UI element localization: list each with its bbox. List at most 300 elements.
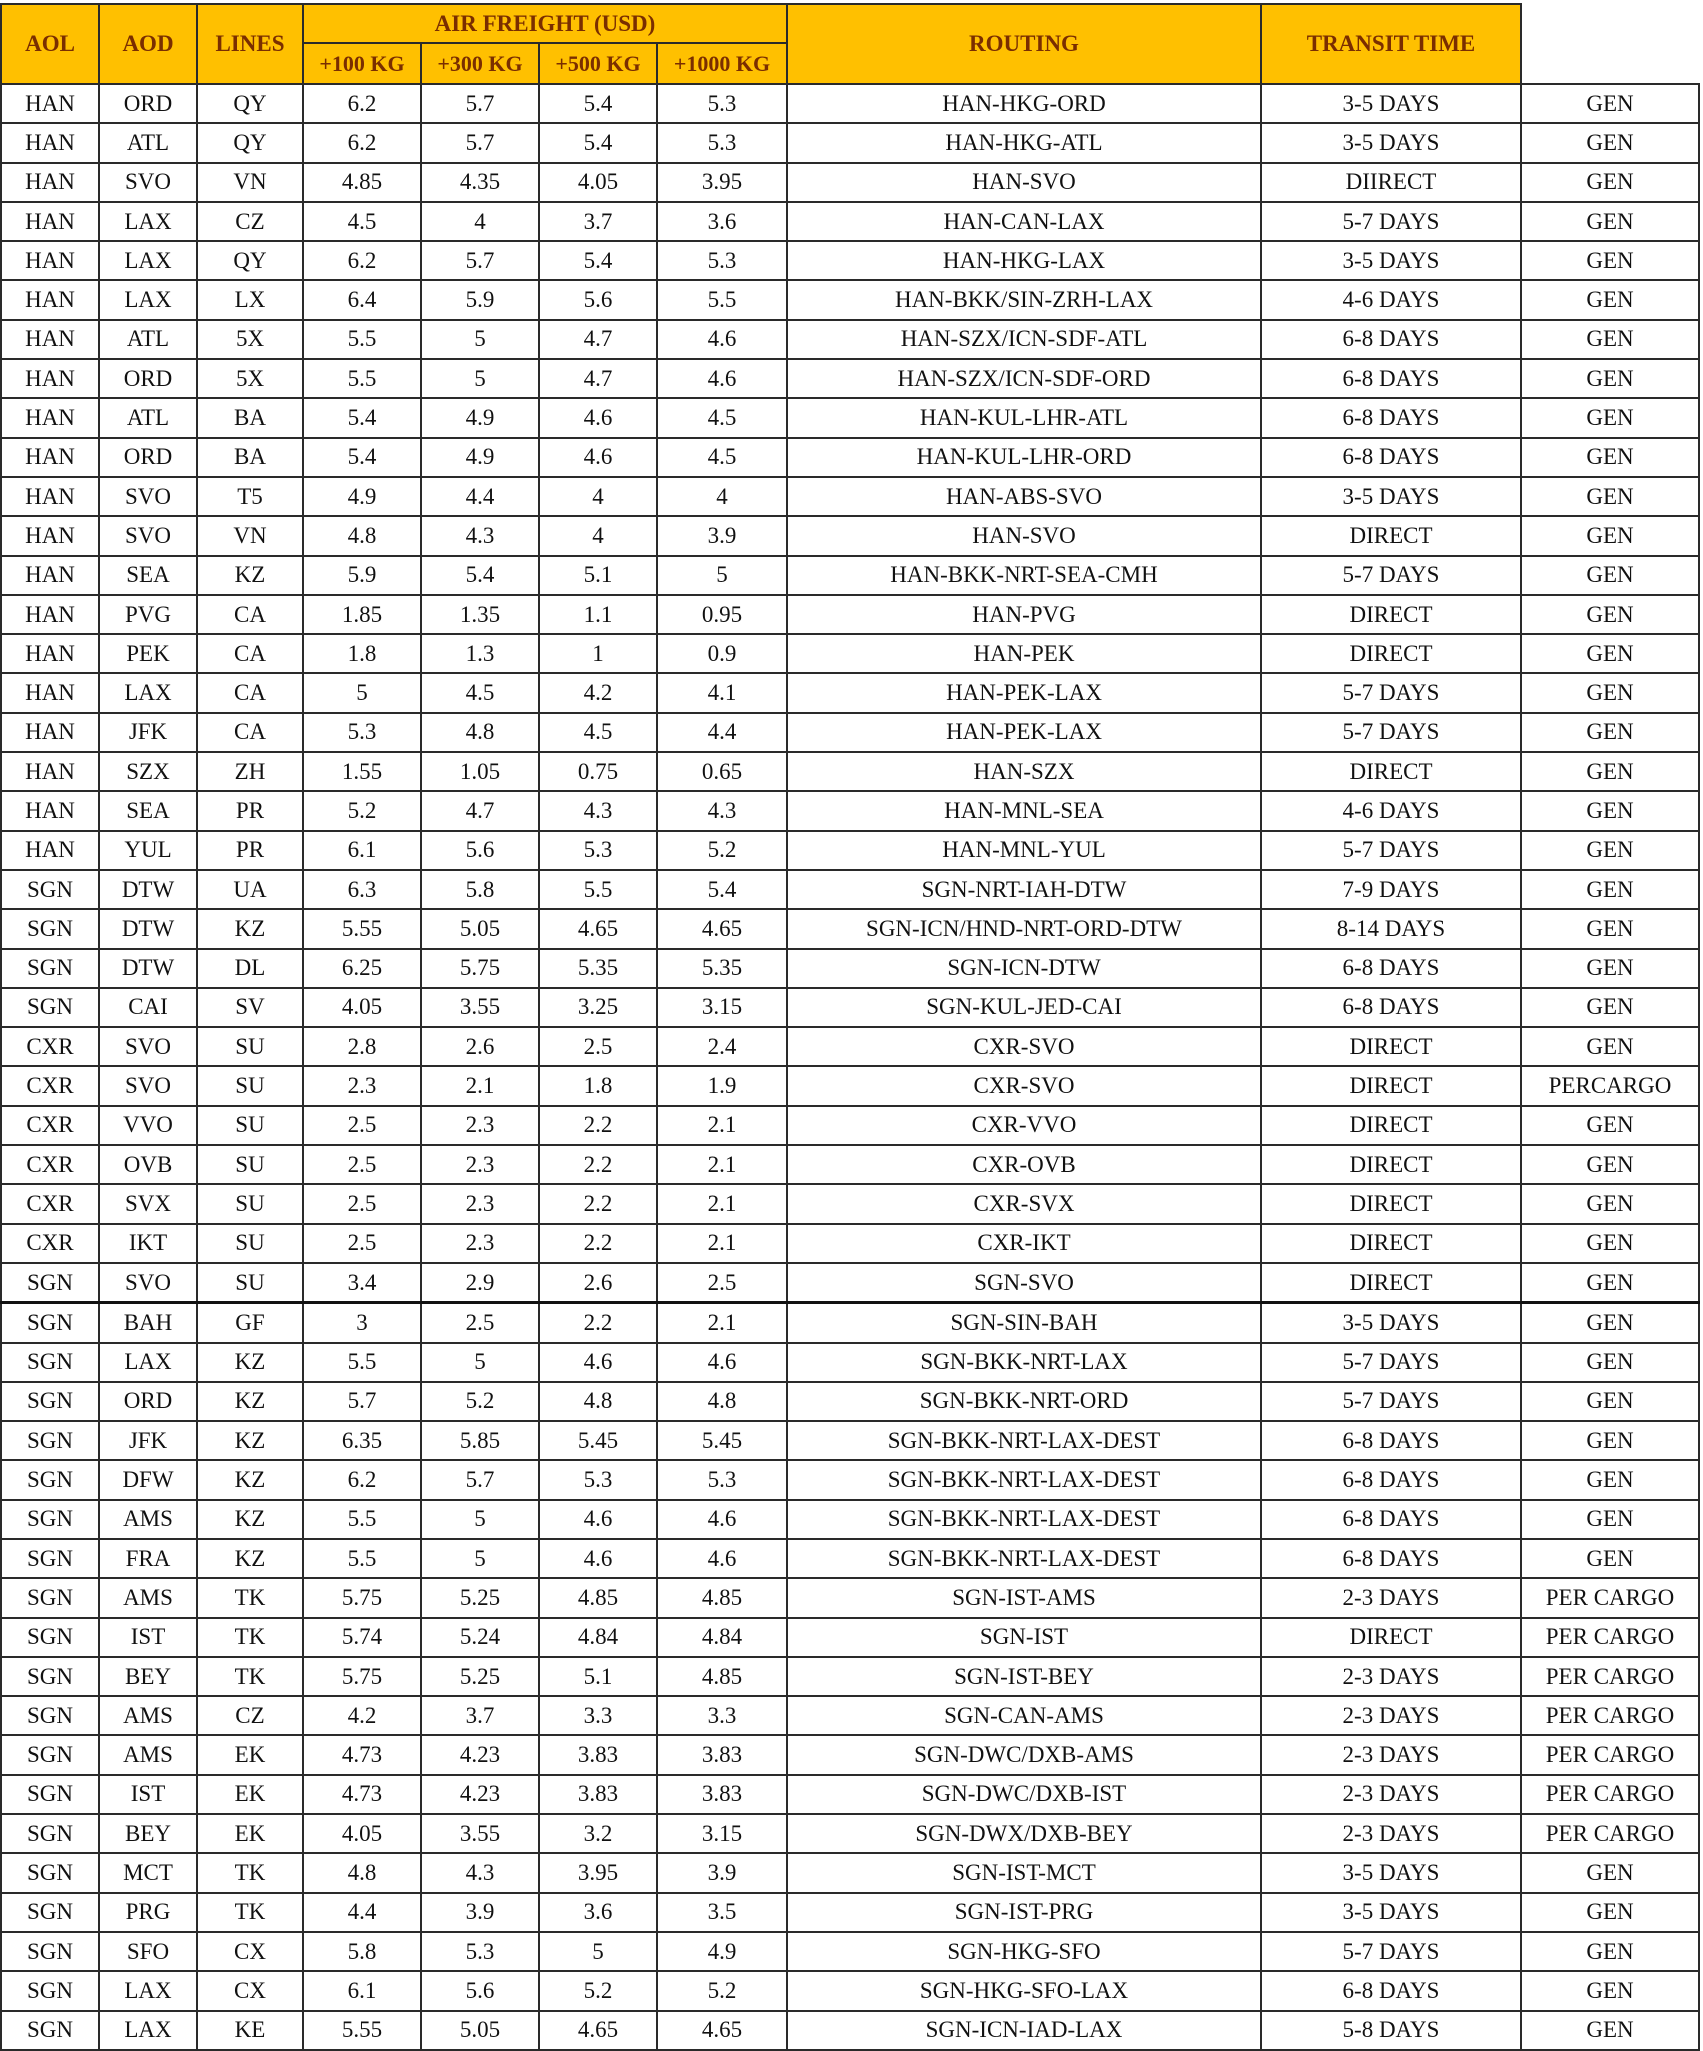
cell-cargo-type: GEN	[1521, 1971, 1699, 2010]
cell-rate-500: 4.6	[539, 1343, 657, 1382]
cell-rate-300: 5.7	[421, 241, 539, 280]
cell-routing: SGN-KUL-JED-CAI	[787, 988, 1261, 1027]
cell-rate-1000: 5.45	[657, 1421, 787, 1460]
cell-aol: HAN	[1, 320, 99, 359]
cell-rate-1000: 3.15	[657, 988, 787, 1027]
cell-rate-500: 2.5	[539, 1027, 657, 1066]
cell-transit-time: 6-8 DAYS	[1261, 988, 1521, 1027]
cell-aod: SVO	[99, 1027, 197, 1066]
cell-rate-1000: 2.5	[657, 1263, 787, 1303]
cell-cargo-type: GEN	[1521, 949, 1699, 988]
cell-rate-1000: 4.9	[657, 1932, 787, 1971]
cell-rate-500: 5.3	[539, 831, 657, 870]
header-blank	[1521, 4, 1699, 84]
cell-routing: SGN-ICN-IAD-LAX	[787, 2011, 1261, 2050]
cell-routing: CXR-SVX	[787, 1184, 1261, 1223]
header-aol: AOL	[1, 4, 99, 84]
table-row	[1, 949, 1699, 988]
cell-aol: SGN	[1, 1303, 99, 1343]
cell-aol: SGN	[1, 1775, 99, 1814]
cell-line: EK	[197, 1775, 303, 1814]
cell-rate-100: 2.5	[303, 1224, 421, 1263]
cell-rate-100: 4.73	[303, 1735, 421, 1774]
table-row	[1, 791, 1699, 830]
cell-aod: AMS	[99, 1735, 197, 1774]
cell-transit-time: 6-8 DAYS	[1261, 320, 1521, 359]
table-row	[1, 1539, 1699, 1578]
cell-rate-1000: 5.3	[657, 1460, 787, 1499]
cell-routing: SGN-BKK-NRT-ORD	[787, 1382, 1261, 1421]
cell-aol: HAN	[1, 831, 99, 870]
cell-aod: IST	[99, 1618, 197, 1657]
cell-rate-300: 5	[421, 1539, 539, 1578]
cell-aod: JFK	[99, 713, 197, 752]
cell-rate-500: 4.6	[539, 1500, 657, 1539]
cell-aod: SVO	[99, 1263, 197, 1303]
cell-rate-300: 5.24	[421, 1618, 539, 1657]
cell-rate-500: 4.5	[539, 713, 657, 752]
cell-rate-500: 4.7	[539, 320, 657, 359]
cell-aol: SGN	[1, 1460, 99, 1499]
cell-routing: HAN-MNL-YUL	[787, 831, 1261, 870]
cell-routing: HAN-PVG	[787, 595, 1261, 634]
cell-line: QY	[197, 84, 303, 123]
cell-rate-300: 4.23	[421, 1735, 539, 1774]
cell-transit-time: DIRECT	[1261, 1106, 1521, 1145]
cell-cargo-type: GEN	[1521, 1893, 1699, 1932]
cell-rate-300: 5.2	[421, 1382, 539, 1421]
cell-rate-100: 4.2	[303, 1696, 421, 1735]
cell-aod: ORD	[99, 359, 197, 398]
cell-transit-time: 3-5 DAYS	[1261, 1893, 1521, 1932]
cell-routing: HAN-SVO	[787, 516, 1261, 555]
cell-aod: SVO	[99, 1066, 197, 1105]
cell-aod: AMS	[99, 1578, 197, 1617]
cell-rate-300: 3.9	[421, 1893, 539, 1932]
cell-transit-time: 6-8 DAYS	[1261, 359, 1521, 398]
cell-rate-1000: 2.1	[657, 1145, 787, 1184]
cell-rate-1000: 4.85	[657, 1578, 787, 1617]
table-row	[1, 1343, 1699, 1382]
cell-rate-300: 4.3	[421, 516, 539, 555]
cell-rate-1000: 5.3	[657, 123, 787, 162]
cell-rate-100: 6.35	[303, 1421, 421, 1460]
cell-routing: HAN-HKG-ORD	[787, 84, 1261, 123]
cell-rate-1000: 5	[657, 556, 787, 595]
cell-cargo-type: PER CARGO	[1521, 1696, 1699, 1735]
cell-rate-300: 2.3	[421, 1184, 539, 1223]
cell-cargo-type: GEN	[1521, 1853, 1699, 1892]
cell-transit-time: 6-8 DAYS	[1261, 949, 1521, 988]
cell-cargo-type: GEN	[1521, 1224, 1699, 1263]
cell-aol: HAN	[1, 556, 99, 595]
table-row	[1, 1224, 1699, 1263]
cell-rate-1000: 3.3	[657, 1696, 787, 1735]
table-row	[1, 909, 1699, 948]
cell-rate-300: 5.8	[421, 870, 539, 909]
cell-rate-1000: 4.8	[657, 1382, 787, 1421]
cell-rate-100: 5.5	[303, 1500, 421, 1539]
cell-routing: CXR-SVO	[787, 1027, 1261, 1066]
cell-routing: SGN-IST-AMS	[787, 1578, 1261, 1617]
cell-aod: CAI	[99, 988, 197, 1027]
cell-transit-time: 6-8 DAYS	[1261, 1500, 1521, 1539]
cell-rate-1000: 4.85	[657, 1657, 787, 1696]
cell-cargo-type: PER CARGO	[1521, 1657, 1699, 1696]
cell-aol: HAN	[1, 791, 99, 830]
cell-rate-1000: 2.1	[657, 1184, 787, 1223]
cell-cargo-type: GEN	[1521, 2011, 1699, 2050]
table-row	[1, 516, 1699, 555]
cell-rate-100: 5	[303, 673, 421, 712]
cell-aol: SGN	[1, 949, 99, 988]
cell-cargo-type: GEN	[1521, 84, 1699, 123]
cell-rate-300: 4.3	[421, 1853, 539, 1892]
cell-transit-time: 5-7 DAYS	[1261, 1932, 1521, 1971]
cell-aod: PRG	[99, 1893, 197, 1932]
table-row	[1, 1263, 1699, 1303]
cell-cargo-type: GEN	[1521, 1500, 1699, 1539]
cell-rate-300: 4.8	[421, 713, 539, 752]
cell-rate-500: 5.6	[539, 280, 657, 319]
cell-routing: SGN-BKK-NRT-LAX	[787, 1343, 1261, 1382]
cell-rate-300: 5.9	[421, 280, 539, 319]
cell-routing: SGN-SVO	[787, 1263, 1261, 1303]
air-freight-rate-table	[0, 3, 1700, 2051]
cell-transit-time: 2-3 DAYS	[1261, 1814, 1521, 1853]
cell-rate-1000: 1.9	[657, 1066, 787, 1105]
cell-rate-100: 4.85	[303, 163, 421, 202]
cell-rate-1000: 4.6	[657, 359, 787, 398]
cell-rate-1000: 3.6	[657, 202, 787, 241]
cell-aol: HAN	[1, 634, 99, 673]
cell-line: DL	[197, 949, 303, 988]
table-row	[1, 831, 1699, 870]
cell-routing: HAN-KUL-LHR-ORD	[787, 438, 1261, 477]
cell-cargo-type: PER CARGO	[1521, 1578, 1699, 1617]
cell-routing: HAN-CAN-LAX	[787, 202, 1261, 241]
cell-cargo-type: GEN	[1521, 438, 1699, 477]
cell-transit-time: 6-8 DAYS	[1261, 1539, 1521, 1578]
cell-aol: HAN	[1, 359, 99, 398]
cell-line: KZ	[197, 909, 303, 948]
cell-cargo-type: GEN	[1521, 1421, 1699, 1460]
cell-rate-100: 4.8	[303, 516, 421, 555]
cell-aol: CXR	[1, 1184, 99, 1223]
cell-aod: LAX	[99, 202, 197, 241]
cell-rate-100: 6.25	[303, 949, 421, 988]
cell-transit-time: 6-8 DAYS	[1261, 1971, 1521, 2010]
cell-rate-300: 4.23	[421, 1775, 539, 1814]
cell-cargo-type: PER CARGO	[1521, 1618, 1699, 1657]
cell-rate-500: 4.3	[539, 791, 657, 830]
cell-transit-time: 5-7 DAYS	[1261, 831, 1521, 870]
cell-cargo-type: GEN	[1521, 359, 1699, 398]
cell-rate-500: 2.6	[539, 1263, 657, 1303]
cell-transit-time: 3-5 DAYS	[1261, 1303, 1521, 1343]
cell-aol: SGN	[1, 1893, 99, 1932]
cell-rate-300: 5.6	[421, 1971, 539, 2010]
cell-aol: HAN	[1, 752, 99, 791]
cell-rate-100: 5.55	[303, 2011, 421, 2050]
header-air-freight: AIR FREIGHT (USD)	[303, 4, 787, 43]
cell-rate-1000: 3.5	[657, 1893, 787, 1932]
cell-line: KZ	[197, 1539, 303, 1578]
cell-line: BA	[197, 438, 303, 477]
cell-transit-time: DIRECT	[1261, 1618, 1521, 1657]
cell-aod: DTW	[99, 949, 197, 988]
cell-rate-500: 4.2	[539, 673, 657, 712]
cell-line: KZ	[197, 1460, 303, 1499]
cell-aol: HAN	[1, 280, 99, 319]
cell-rate-300: 3.55	[421, 1814, 539, 1853]
cell-rate-1000: 4.6	[657, 1500, 787, 1539]
cell-cargo-type: GEN	[1521, 320, 1699, 359]
cell-cargo-type: GEN	[1521, 909, 1699, 948]
cell-transit-time: 5-7 DAYS	[1261, 1382, 1521, 1421]
cell-line: SU	[197, 1106, 303, 1145]
table-row	[1, 320, 1699, 359]
cell-line: CX	[197, 1932, 303, 1971]
cell-routing: HAN-PEK	[787, 634, 1261, 673]
table-row	[1, 1657, 1699, 1696]
cell-aod: SVX	[99, 1184, 197, 1223]
table-row	[1, 870, 1699, 909]
cell-rate-500: 3.2	[539, 1814, 657, 1853]
cell-rate-300: 4	[421, 202, 539, 241]
cell-rate-300: 5	[421, 1500, 539, 1539]
cell-cargo-type: GEN	[1521, 1343, 1699, 1382]
table-row	[1, 123, 1699, 162]
cell-transit-time: 5-7 DAYS	[1261, 556, 1521, 595]
cell-aol: HAN	[1, 673, 99, 712]
cell-rate-500: 4.8	[539, 1382, 657, 1421]
cell-rate-500: 2.2	[539, 1184, 657, 1223]
cell-cargo-type: GEN	[1521, 1263, 1699, 1303]
cell-rate-300: 2.6	[421, 1027, 539, 1066]
table-row	[1, 752, 1699, 791]
table-row	[1, 398, 1699, 437]
cell-routing: SGN-BKK-NRT-LAX-DEST	[787, 1539, 1261, 1578]
cell-rate-300: 3.55	[421, 988, 539, 1027]
cell-line: CZ	[197, 202, 303, 241]
cell-cargo-type: GEN	[1521, 477, 1699, 516]
cell-cargo-type: GEN	[1521, 634, 1699, 673]
cell-routing: HAN-HKG-ATL	[787, 123, 1261, 162]
cell-cargo-type: GEN	[1521, 988, 1699, 1027]
cell-transit-time: DIRECT	[1261, 595, 1521, 634]
cell-routing: HAN-BKK/SIN-ZRH-LAX	[787, 280, 1261, 319]
cell-rate-100: 4.4	[303, 1893, 421, 1932]
cell-rate-500: 4.65	[539, 909, 657, 948]
cell-rate-100: 3.4	[303, 1263, 421, 1303]
table-row	[1, 1735, 1699, 1774]
cell-line: SU	[197, 1224, 303, 1263]
cell-aol: SGN	[1, 909, 99, 948]
cell-rate-1000: 0.65	[657, 752, 787, 791]
cell-aod: SZX	[99, 752, 197, 791]
cell-rate-100: 6.3	[303, 870, 421, 909]
cell-transit-time: DIRECT	[1261, 1263, 1521, 1303]
cell-aol: SGN	[1, 988, 99, 1027]
cell-line: KE	[197, 2011, 303, 2050]
cell-rate-300: 4.7	[421, 791, 539, 830]
cell-aol: CXR	[1, 1106, 99, 1145]
cell-rate-100: 1.85	[303, 595, 421, 634]
cell-cargo-type: GEN	[1521, 752, 1699, 791]
cell-aol: CXR	[1, 1066, 99, 1105]
cell-line: VN	[197, 516, 303, 555]
cell-rate-100: 6.1	[303, 831, 421, 870]
cell-cargo-type: PERCARGO	[1521, 1066, 1699, 1105]
cell-line: SU	[197, 1145, 303, 1184]
cell-rate-100: 6.2	[303, 1460, 421, 1499]
cell-routing: HAN-PEK-LAX	[787, 713, 1261, 752]
cell-transit-time: DIRECT	[1261, 752, 1521, 791]
cell-rate-100: 5.7	[303, 1382, 421, 1421]
cell-rate-1000: 3.9	[657, 1853, 787, 1892]
cell-routing: HAN-SZX	[787, 752, 1261, 791]
cell-aod: FRA	[99, 1539, 197, 1578]
cell-rate-500: 5.2	[539, 1971, 657, 2010]
cell-transit-time: 3-5 DAYS	[1261, 84, 1521, 123]
cell-rate-300: 2.3	[421, 1224, 539, 1263]
cell-aod: SFO	[99, 1932, 197, 1971]
cell-cargo-type: GEN	[1521, 516, 1699, 555]
table-row	[1, 1421, 1699, 1460]
cell-aod: LAX	[99, 1343, 197, 1382]
cell-transit-time: 3-5 DAYS	[1261, 477, 1521, 516]
cell-line: PR	[197, 791, 303, 830]
cell-rate-300: 5	[421, 320, 539, 359]
cell-rate-300: 4.9	[421, 438, 539, 477]
cell-rate-300: 4.35	[421, 163, 539, 202]
table-row	[1, 438, 1699, 477]
cell-transit-time: 5-8 DAYS	[1261, 2011, 1521, 2050]
cell-rate-500: 4.84	[539, 1618, 657, 1657]
cell-aod: SVO	[99, 163, 197, 202]
cell-rate-500: 2.2	[539, 1106, 657, 1145]
cell-rate-500: 3.83	[539, 1735, 657, 1774]
cell-aol: HAN	[1, 202, 99, 241]
cell-rate-500: 4	[539, 516, 657, 555]
cell-aod: AMS	[99, 1696, 197, 1735]
table-row	[1, 1696, 1699, 1735]
cell-rate-300: 4.5	[421, 673, 539, 712]
header-lines: LINES	[197, 4, 303, 84]
cell-line: SU	[197, 1066, 303, 1105]
cell-line: KZ	[197, 1382, 303, 1421]
cell-cargo-type: GEN	[1521, 870, 1699, 909]
table-row	[1, 1027, 1699, 1066]
cell-rate-1000: 4.65	[657, 909, 787, 948]
cell-rate-100: 5.75	[303, 1578, 421, 1617]
cell-aod: SEA	[99, 556, 197, 595]
cell-rate-500: 5.3	[539, 1460, 657, 1499]
cell-routing: SGN-IST-BEY	[787, 1657, 1261, 1696]
cell-rate-100: 5.4	[303, 398, 421, 437]
cell-rate-300: 5.6	[421, 831, 539, 870]
cell-rate-100: 4.8	[303, 1853, 421, 1892]
cell-rate-1000: 4.6	[657, 320, 787, 359]
cell-rate-1000: 3.83	[657, 1775, 787, 1814]
cell-transit-time: 7-9 DAYS	[1261, 870, 1521, 909]
cell-line: KZ	[197, 556, 303, 595]
cell-cargo-type: GEN	[1521, 673, 1699, 712]
table-row	[1, 202, 1699, 241]
cell-aod: LAX	[99, 2011, 197, 2050]
cell-line: TK	[197, 1578, 303, 1617]
cell-line: SU	[197, 1263, 303, 1303]
cell-routing: SGN-DWC/DXB-AMS	[787, 1735, 1261, 1774]
cell-routing: HAN-ABS-SVO	[787, 477, 1261, 516]
table-row	[1, 1578, 1699, 1617]
cell-routing: SGN-SIN-BAH	[787, 1303, 1261, 1343]
cell-rate-1000: 5.2	[657, 831, 787, 870]
cell-line: CA	[197, 673, 303, 712]
cell-rate-500: 1.8	[539, 1066, 657, 1105]
cell-transit-time: 4-6 DAYS	[1261, 280, 1521, 319]
table-body	[1, 84, 1699, 2050]
cell-rate-500: 3.6	[539, 1893, 657, 1932]
cell-aod: IKT	[99, 1224, 197, 1263]
cell-rate-300: 5.05	[421, 909, 539, 948]
table-row	[1, 1971, 1699, 2010]
header-weight-1000: +1000 KG	[657, 43, 787, 84]
cell-cargo-type: GEN	[1521, 241, 1699, 280]
cell-aod: ORD	[99, 84, 197, 123]
table-row	[1, 1382, 1699, 1421]
cell-rate-1000: 4.1	[657, 673, 787, 712]
cell-aol: SGN	[1, 1853, 99, 1892]
cell-aol: SGN	[1, 1971, 99, 2010]
table-row	[1, 241, 1699, 280]
cell-rate-300: 5	[421, 359, 539, 398]
cell-rate-1000: 3.83	[657, 1735, 787, 1774]
cell-rate-500: 2.2	[539, 1303, 657, 1343]
cell-rate-1000: 4.84	[657, 1618, 787, 1657]
cell-rate-100: 1.55	[303, 752, 421, 791]
header-weight-100: +100 KG	[303, 43, 421, 84]
cell-rate-300: 5	[421, 1343, 539, 1382]
table-row	[1, 673, 1699, 712]
cell-aol: CXR	[1, 1145, 99, 1184]
cell-rate-100: 6.4	[303, 280, 421, 319]
cell-rate-100: 2.5	[303, 1106, 421, 1145]
cell-transit-time: 6-8 DAYS	[1261, 438, 1521, 477]
cell-aol: SGN	[1, 870, 99, 909]
cell-line: T5	[197, 477, 303, 516]
cell-rate-300: 2.1	[421, 1066, 539, 1105]
cell-rate-1000: 5.2	[657, 1971, 787, 2010]
table-row	[1, 1500, 1699, 1539]
cell-transit-time: DIRECT	[1261, 634, 1521, 673]
cell-rate-100: 5.5	[303, 320, 421, 359]
cell-rate-100: 6.1	[303, 1971, 421, 2010]
cell-rate-100: 5.5	[303, 1343, 421, 1382]
cell-rate-100: 3	[303, 1303, 421, 1343]
cell-cargo-type: GEN	[1521, 595, 1699, 634]
cell-line: TK	[197, 1893, 303, 1932]
cell-routing: SGN-ICN-DTW	[787, 949, 1261, 988]
cell-aod: LAX	[99, 241, 197, 280]
cell-aod: AMS	[99, 1500, 197, 1539]
cell-transit-time: 5-7 DAYS	[1261, 713, 1521, 752]
cell-cargo-type: GEN	[1521, 791, 1699, 830]
cell-rate-300: 5.3	[421, 1932, 539, 1971]
cell-rate-100: 2.5	[303, 1145, 421, 1184]
cell-rate-100: 5.4	[303, 438, 421, 477]
